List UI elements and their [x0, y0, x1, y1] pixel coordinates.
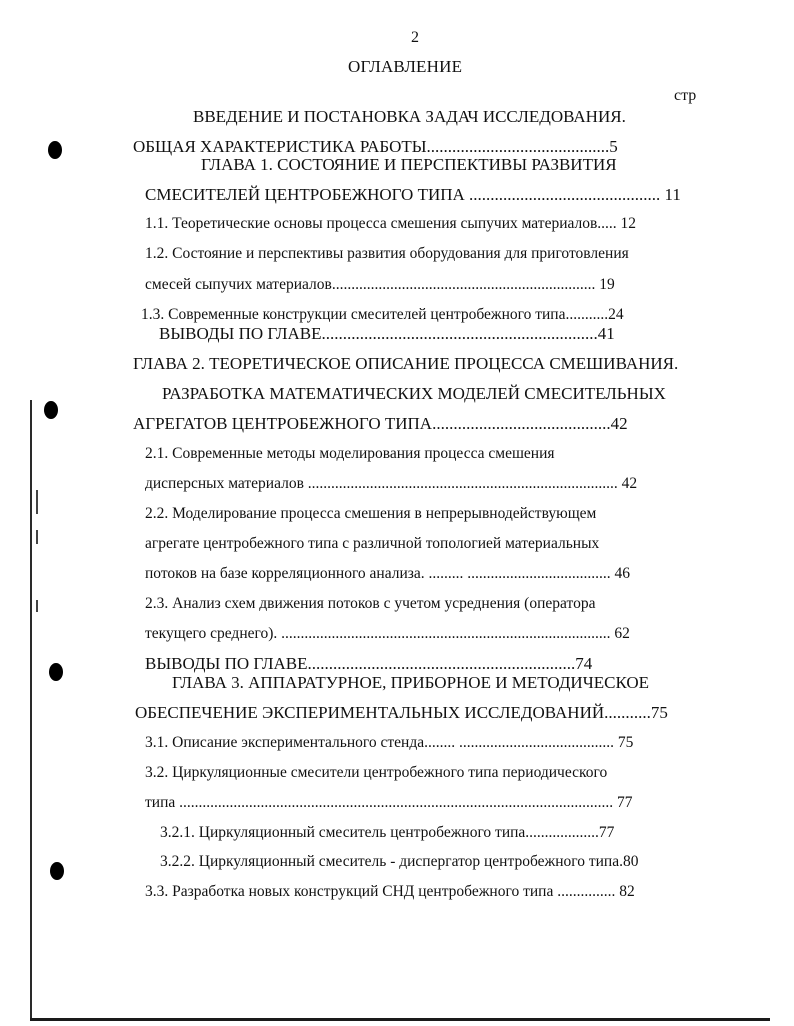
toc-section-2-2-line-3: потоков на базе корреляционного анализа. ......... ..................................... 46 [145, 565, 631, 582]
toc-section-1-1: 1.1. Теоретические основы процесса смешения сыпучих материалов..... 12 [145, 215, 637, 232]
toc-chapter-2-line-1: ГЛАВА 2. ТЕОРЕТИЧЕСКОЕ ОПИСАНИЕ ПРОЦЕССА СМЕШИВАНИЯ. [133, 354, 679, 373]
toc-intro-line-1: ВВЕДЕНИЕ И ПОСТАНОВКА ЗАДАЧ ИССЛЕДОВАНИЯ. [193, 107, 626, 126]
scan-artifact [36, 530, 38, 544]
toc-chapter-1-conclusions: ВЫВОДЫ ПО ГЛАВЕ.................................................................41 [159, 324, 615, 343]
toc-section-2-2-line-2: агрегате центробежного типа с различной топологией материальных [145, 535, 600, 552]
toc-section-3-2-line-2: типа ................................................................................................................ 77 [145, 794, 633, 811]
toc-section-2-3-line-1: 2.3. Анализ схем движения потоков с учетом усреднения (оператора [145, 595, 596, 612]
toc-section-3-2-1: 3.2.1. Циркуляционный смеситель центробежного типа...................77 [160, 824, 615, 841]
toc-section-2-1-line-2: дисперсных материалов ................................................................................ 42 [145, 475, 638, 492]
binder-hole-mark [44, 401, 58, 419]
toc-chapter-3-line-2: ОБЕСПЕЧЕНИЕ ЭКСПЕРИМЕНТАЛЬНЫХ ИССЛЕДОВАНИЙ...........75 [135, 703, 668, 722]
toc-section-3-2-2: 3.2.2. Циркуляционный смеситель - диспергатор центробежного типа.80 [160, 853, 639, 870]
scan-artifact [36, 600, 38, 612]
toc-section-2-3-line-2: текущего среднего). ..................................................................................... 62 [145, 625, 630, 642]
scan-artifact [36, 490, 38, 514]
toc-section-2-1-line-1: 2.1. Современные методы моделирования процесса смешения [145, 445, 555, 462]
toc-chapter-3-line-1: ГЛАВА 3. АППАРАТУРНОЕ, ПРИБОРНОЕ И МЕТОДИЧЕСКОЕ [172, 673, 650, 692]
scan-border-bottom [30, 1018, 770, 1021]
toc-chapter-2-line-3: АГРЕГАТОВ ЦЕНТРОБЕЖНОГО ТИПА..........................................42 [133, 414, 628, 433]
page-column-label: стр [674, 87, 697, 104]
binder-hole-mark [50, 862, 64, 880]
binder-hole-mark [48, 141, 62, 159]
toc-intro-line-2: ОБЩАЯ ХАРАКТЕРИСТИКА РАБОТЫ...........................................5 [133, 137, 618, 156]
page-title: ОГЛАВЛЕНИЕ [348, 57, 463, 76]
toc-chapter-1-line-1: ГЛАВА 1. СОСТОЯНИЕ И ПЕРСПЕКТИВЫ РАЗВИТИЯ [201, 155, 617, 174]
toc-section-1-2-line-1: 1.2. Состояние и перспективы развития оборудования для приготовления [145, 245, 629, 262]
binder-hole-mark [49, 663, 63, 681]
toc-section-3-2-line-1: 3.2. Циркуляционные смесители центробежного типа периодического [145, 764, 608, 781]
toc-section-2-2-line-1: 2.2. Моделирование процесса смешения в непрерывнодействующем [145, 505, 597, 522]
toc-section-1-2-line-2: смесей сыпучих материалов.................................................................... 19 [145, 276, 615, 293]
toc-section-1-3: 1.3. Современные конструкции смесителей центробежного типа...........24 [141, 306, 624, 323]
toc-section-3-3: 3.3. Разработка новых конструкций СНД центробежного типа ............... 82 [145, 883, 635, 900]
toc-chapter-2-conclusions: ВЫВОДЫ ПО ГЛАВЕ...............................................................74 [145, 654, 593, 673]
page-number: 2 [411, 29, 419, 46]
toc-chapter-1-line-2: СМЕСИТЕЛЕЙ ЦЕНТРОБЕЖНОГО ТИПА ............................................. 11 [145, 185, 681, 204]
toc-chapter-2-line-2: РАЗРАБОТКА МАТЕМАТИЧЕСКИХ МОДЕЛЕЙ СМЕСИТЕЛЬНЫХ [162, 384, 666, 403]
toc-section-3-1: 3.1. Описание экспериментального стенда........ ........................................ 75 [145, 734, 634, 751]
scan-border-left [30, 400, 32, 1020]
